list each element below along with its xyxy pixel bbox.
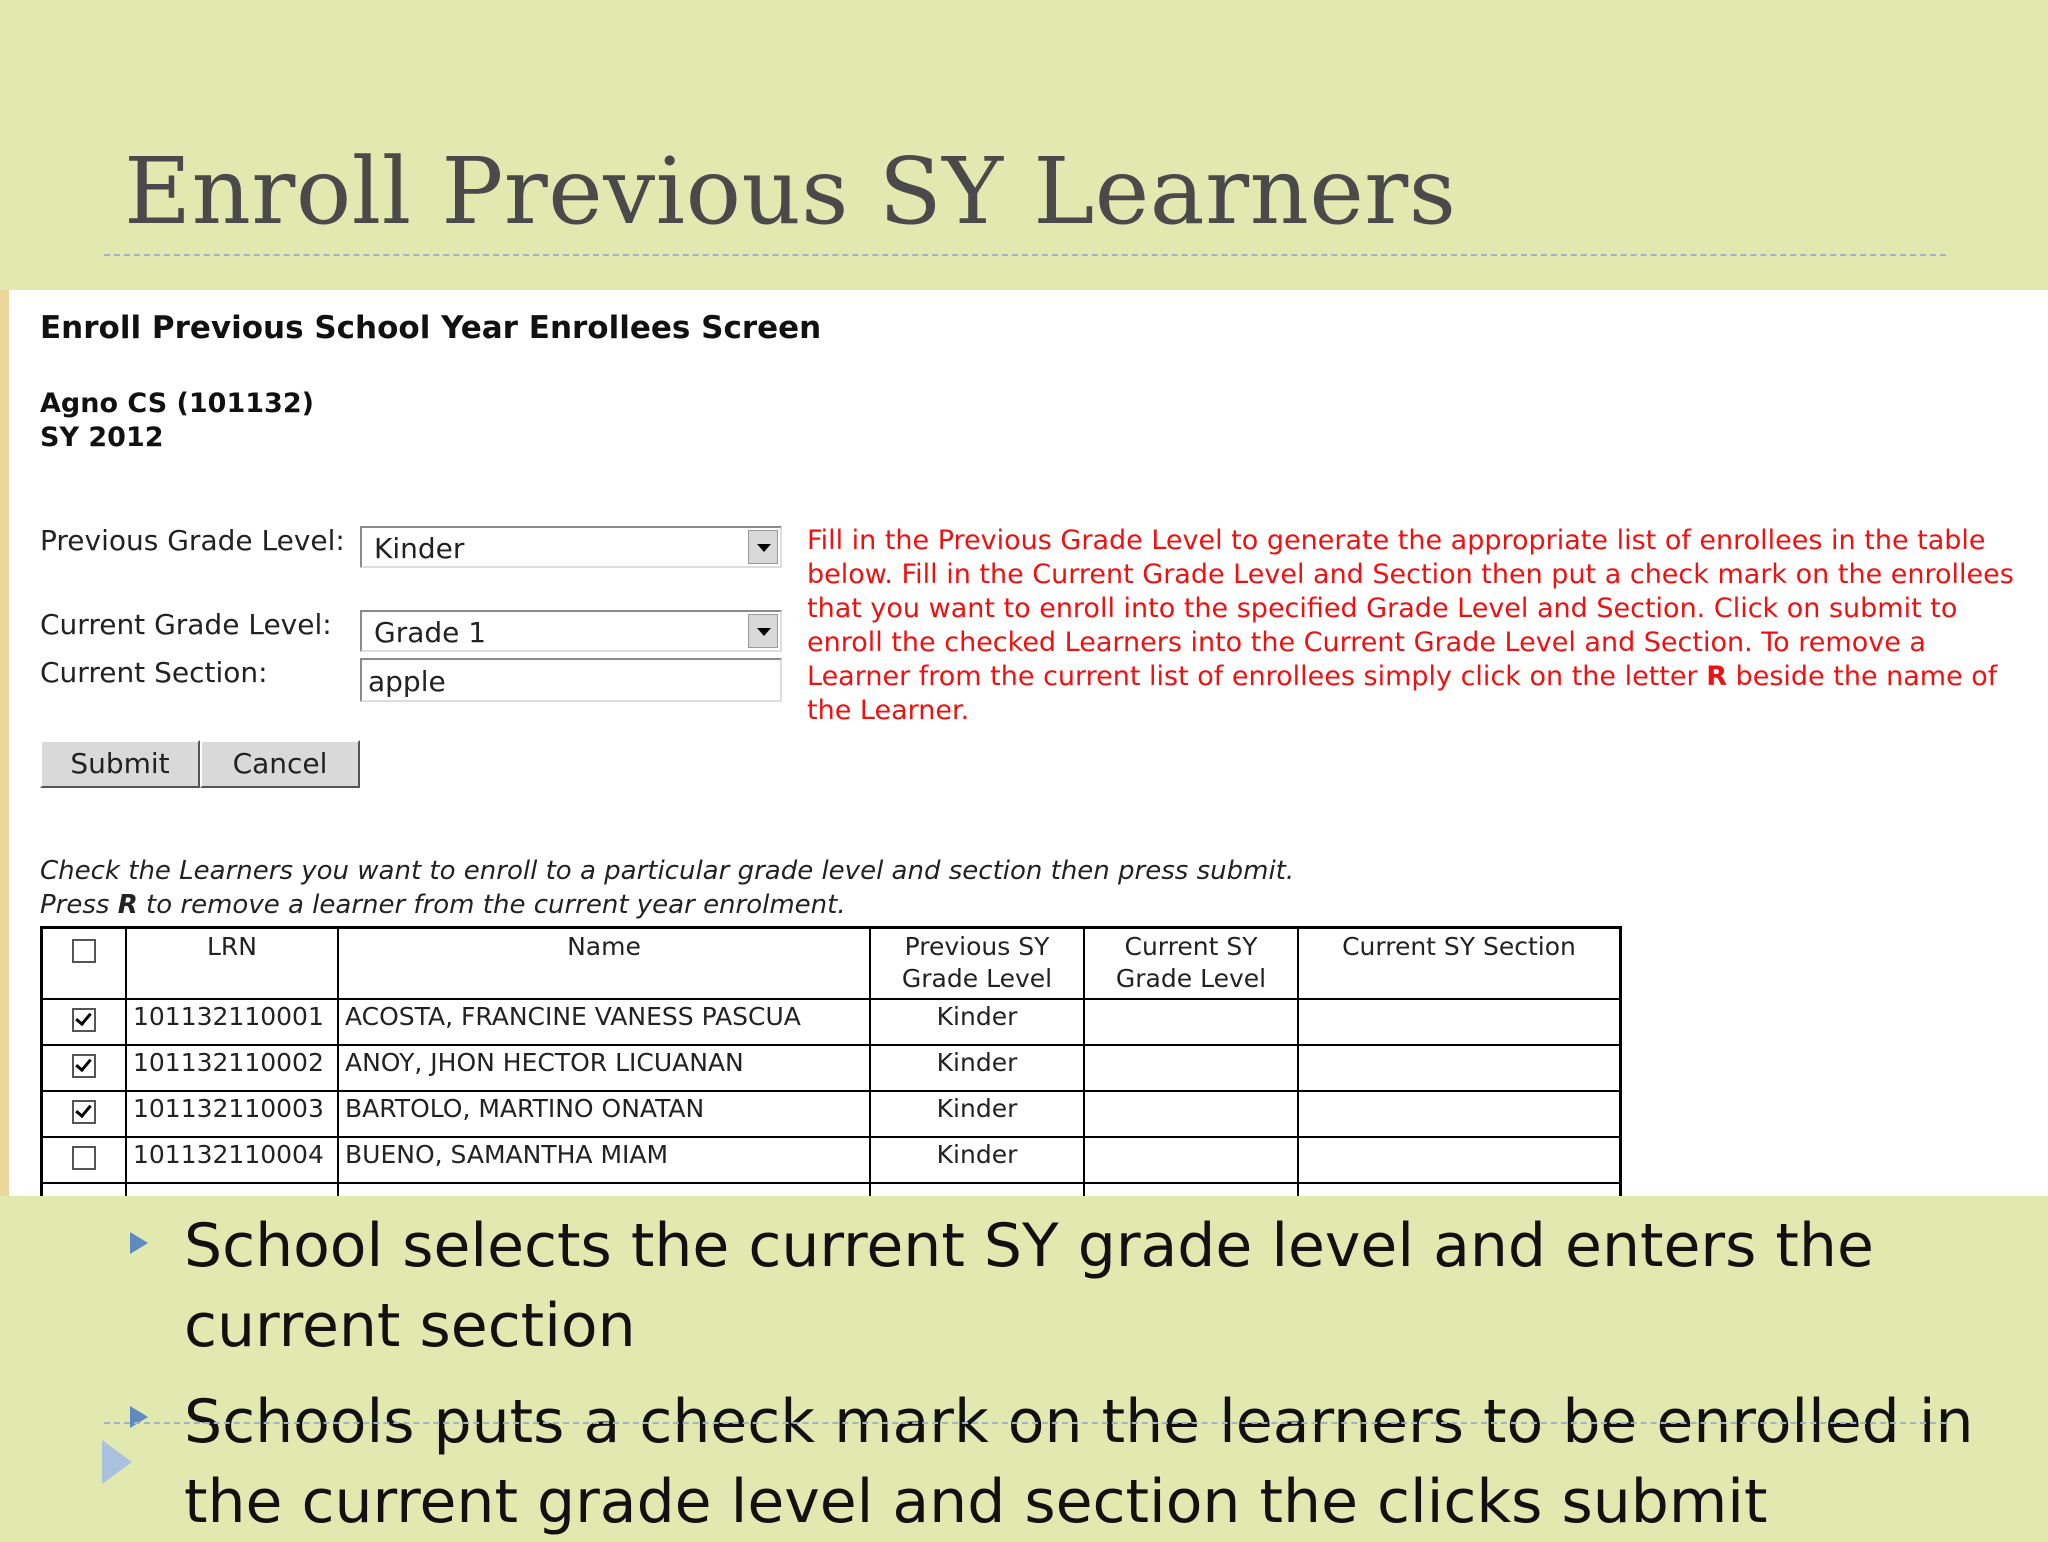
row-prev-grade: Kinder — [870, 1045, 1084, 1091]
row-lrn: 101132110004 — [126, 1137, 338, 1183]
row-curr-section — [1298, 1045, 1621, 1091]
enroll-screen — [0, 290, 2048, 1196]
row-lrn: 101132110002 — [126, 1045, 338, 1091]
header-prev-grade — [870, 928, 1084, 1000]
hint-line-2 — [40, 890, 846, 920]
row-checkbox[interactable] — [72, 1146, 96, 1170]
row-checkbox[interactable] — [72, 1100, 96, 1124]
current-grade-value: Grade 1 — [374, 616, 487, 649]
chevron-down-icon[interactable] — [748, 614, 778, 648]
row-lrn: 101132110003 — [126, 1091, 338, 1137]
row-curr-section — [1298, 1137, 1621, 1183]
header-curr-grade — [1084, 928, 1298, 1000]
header-curr-grade-line-2: Grade Level — [1115, 964, 1267, 993]
slide-title: Enroll Previous SY Learners — [124, 138, 1457, 245]
current-section-value: apple — [368, 665, 446, 698]
header-curr-grade-line-1: Current SY — [1124, 932, 1258, 961]
row-checkbox[interactable] — [72, 1054, 96, 1078]
table-header-row — [42, 928, 1621, 1000]
row-name: BARTOLO, MARTINO ONATAN — [338, 1091, 870, 1137]
header-curr-section: Current SY Section — [1298, 928, 1621, 1000]
current-grade-label: Current Grade Level: — [40, 608, 332, 641]
current-section-input[interactable] — [360, 658, 782, 702]
row-name: ANOY, JHON HECTOR LICUANAN — [338, 1045, 870, 1091]
select-all-cell — [42, 928, 127, 1000]
bullet-arrow-icon — [130, 1232, 148, 1254]
header-prev-grade-line-2: Grade Level — [901, 964, 1053, 993]
cancel-button[interactable]: Cancel — [200, 740, 360, 788]
row-curr-grade — [1084, 999, 1298, 1045]
hint-line-1: Check the Learners you want to enroll to a particular grade level and section then press submit. — [40, 856, 1295, 886]
current-section-label: Current Section: — [40, 656, 268, 689]
row-name: ACOSTA, FRANCINE VANESS PASCUA — [338, 999, 870, 1045]
bullet-2: Schools puts a check mark on the learners to be enrolled in the current grade level and section the clicks submit — [184, 1387, 1974, 1537]
bullet-list — [0, 1196, 2048, 1536]
header-prev-grade-line-1: Previous SY — [904, 932, 1050, 961]
header-name: Name — [338, 928, 870, 1000]
footer-divider — [104, 1422, 1946, 1424]
row-curr-section — [1298, 1091, 1621, 1137]
table-row-partial — [42, 1183, 1621, 1196]
previous-grade-label: Previous Grade Level: — [40, 524, 345, 557]
row-prev-grade: Kinder — [870, 999, 1084, 1045]
previous-grade-select[interactable] — [360, 526, 782, 568]
row-checkbox[interactable] — [72, 1008, 96, 1032]
bullet-1: School selects the current SY grade level and enters the current section — [184, 1211, 1874, 1361]
instructions-text — [807, 524, 2037, 728]
previous-grade-value: Kinder — [374, 532, 465, 565]
row-curr-grade — [1084, 1091, 1298, 1137]
instructions-part-2: beside the name of the Learner. — [807, 661, 1998, 726]
instructions-part-1: Fill in the Previous Grade Level to generate the appropriate list of enrollees in the table below. Fill in the Current Grade Level and Section then put a check mark on the enrollees that you want to enroll into the specified Grade Level and Section. Click on submit to enroll the checked Learners into the Current Grade Level and Section. To remove a Learner from the current list of enrollees simply click on the letter — [807, 525, 2014, 692]
submit-button[interactable]: Submit — [40, 740, 200, 788]
hint-remove-text: to remove a learner from the current year enrolment. — [146, 890, 846, 920]
row-curr-grade — [1084, 1137, 1298, 1183]
school-year: SY 2012 — [40, 422, 164, 453]
enrollees-table — [40, 926, 1622, 1196]
hint-press: Press — [40, 890, 110, 920]
header-lrn: LRN — [126, 928, 338, 1000]
row-curr-section — [1298, 999, 1621, 1045]
screen-heading: Enroll Previous School Year Enrollees Screen — [40, 310, 822, 346]
select-all-checkbox[interactable] — [72, 939, 96, 963]
table-row — [42, 1091, 1621, 1137]
title-divider — [104, 254, 1946, 256]
row-prev-grade: Kinder — [870, 1091, 1084, 1137]
instructions-remove-letter: R — [1706, 661, 1727, 692]
table-row — [42, 1045, 1621, 1091]
table-row — [42, 999, 1621, 1045]
bullet-arrow-icon — [130, 1406, 148, 1428]
row-prev-grade: Kinder — [870, 1137, 1084, 1183]
footer-arrow-icon — [102, 1440, 132, 1484]
row-lrn: 101132110001 — [126, 999, 338, 1045]
chevron-down-icon[interactable] — [748, 530, 778, 564]
row-curr-grade — [1084, 1045, 1298, 1091]
row-name: BUENO, SAMANTHA MIAM — [338, 1137, 870, 1183]
school-name: Agno CS (101132) — [40, 388, 314, 419]
screen-left-edge — [0, 290, 9, 1196]
current-grade-select[interactable] — [360, 610, 782, 652]
hint-remove-letter: R — [117, 890, 138, 920]
table-row — [42, 1137, 1621, 1183]
